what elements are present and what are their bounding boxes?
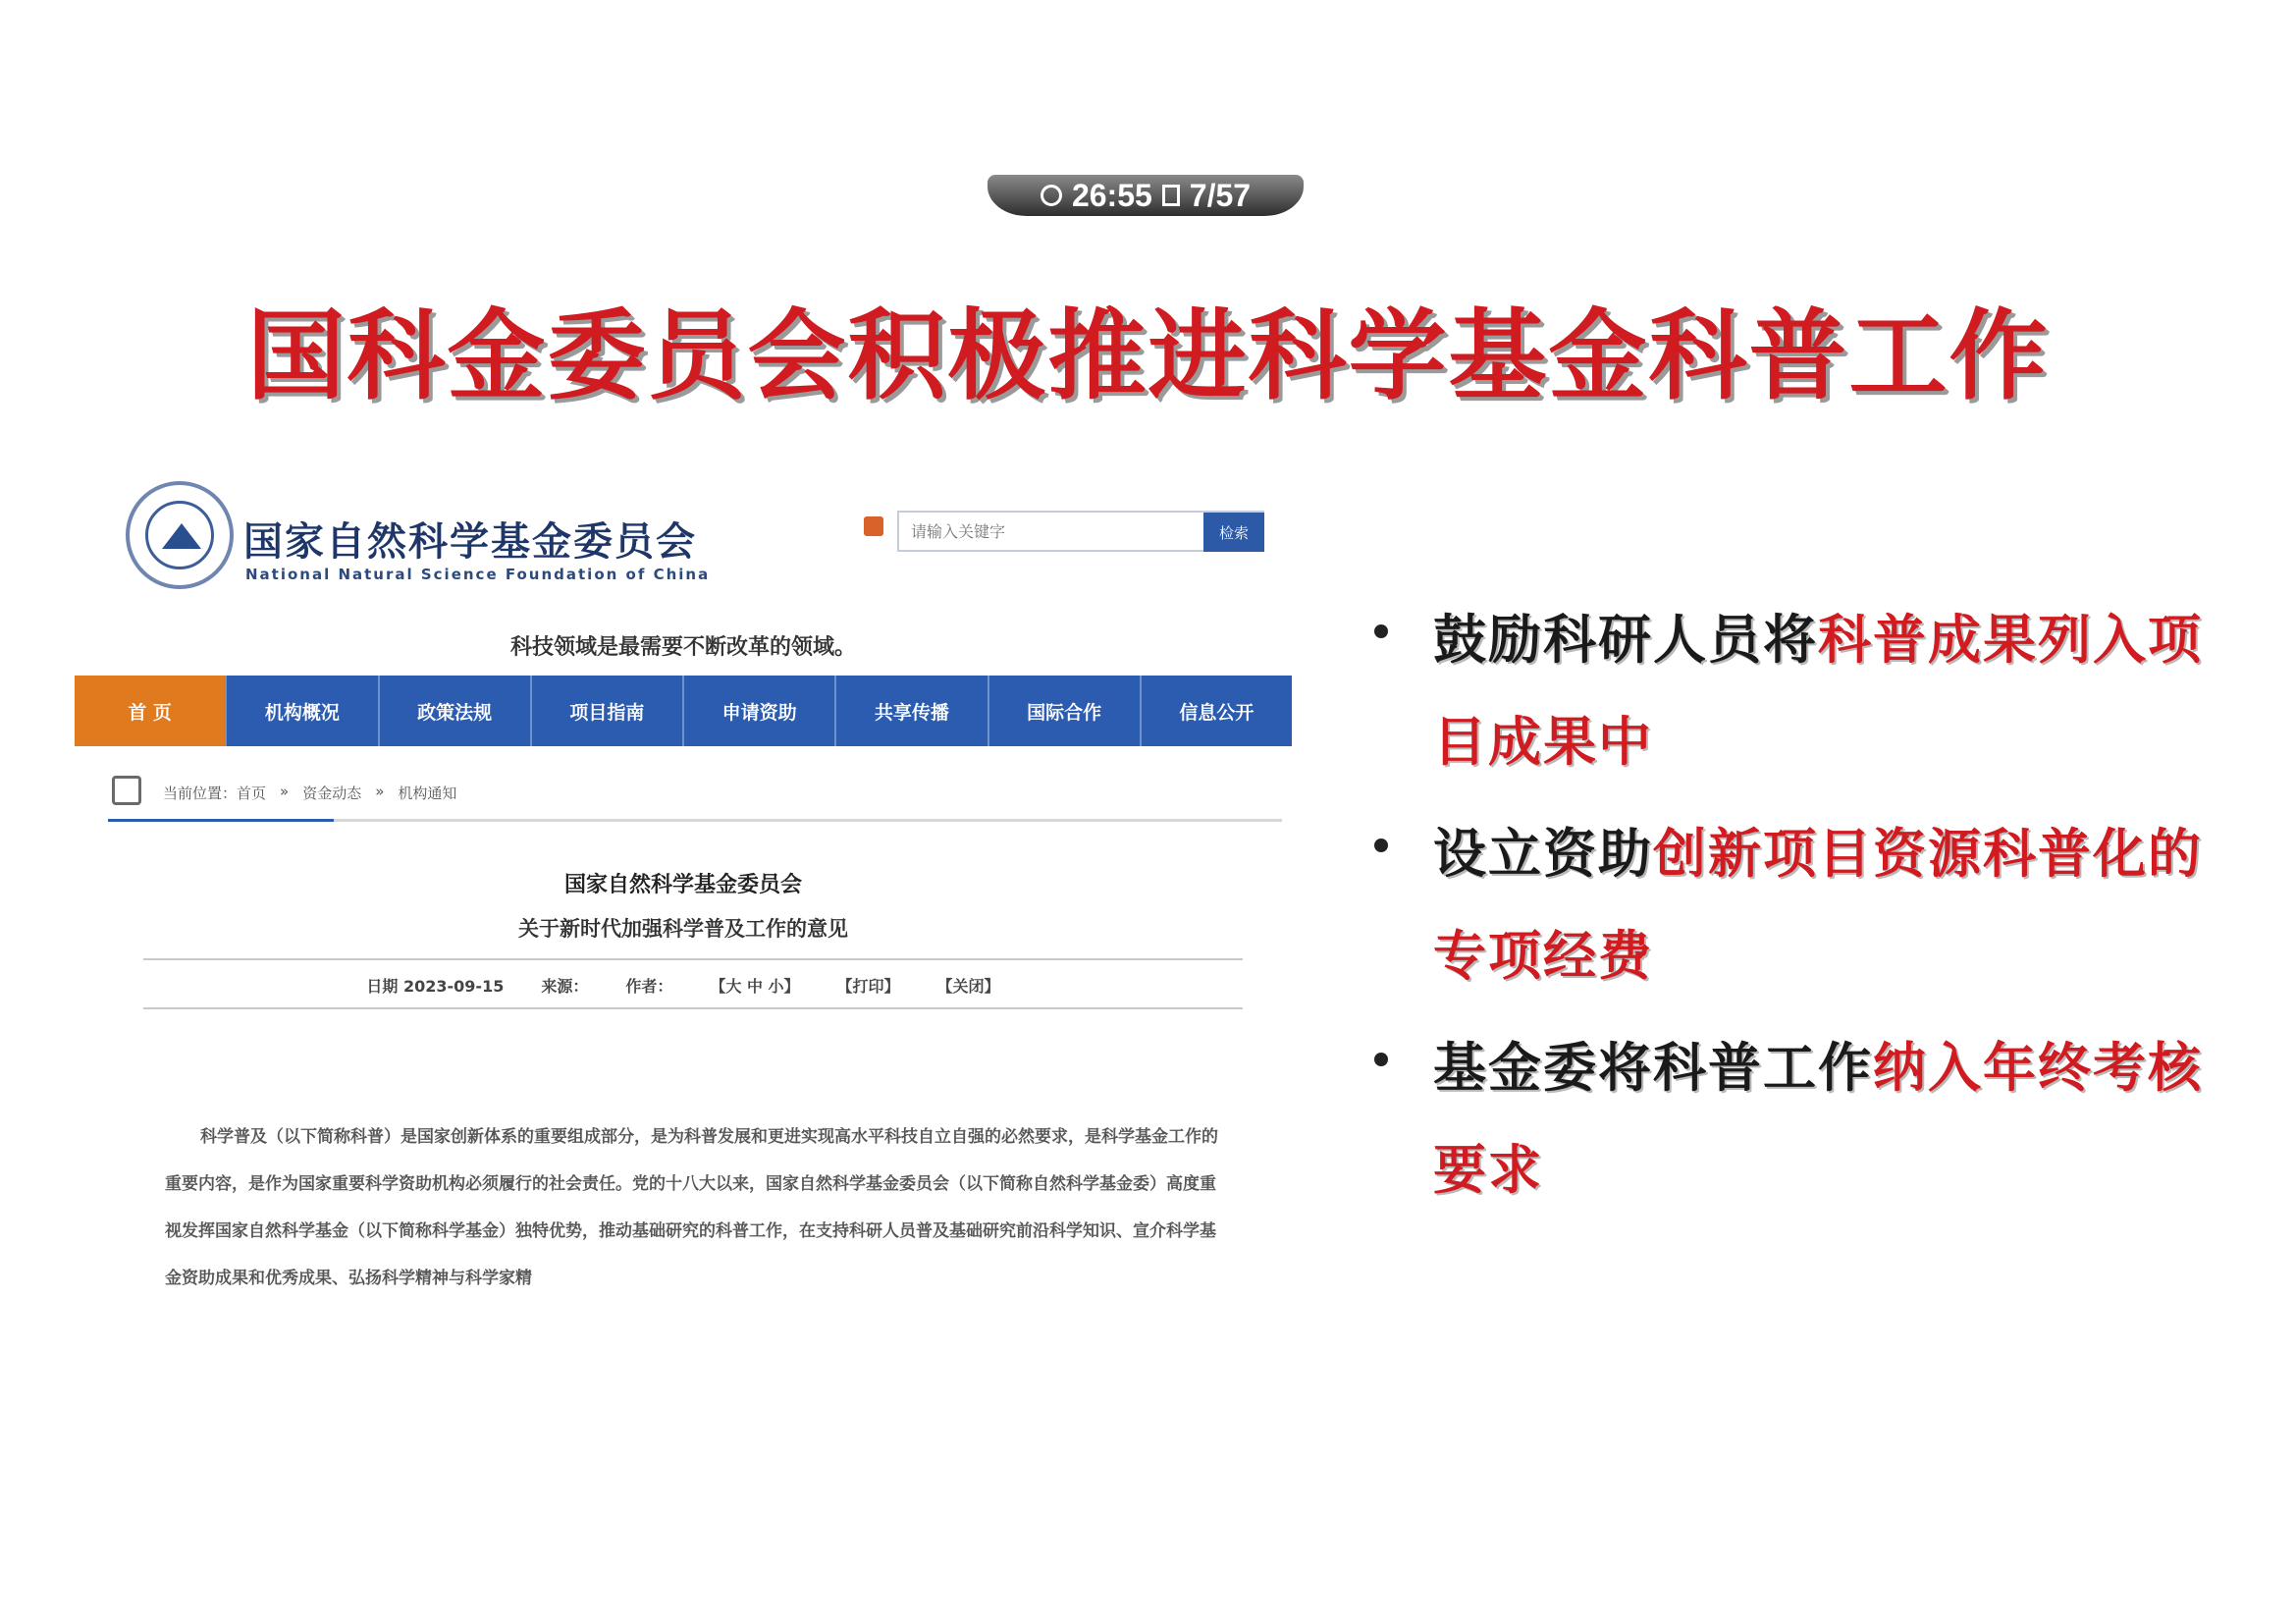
bullet-dot-icon [1374, 839, 1388, 852]
website-screenshot [75, 461, 1292, 1326]
slide-title: 国科金委员会积极推进科学基金科普工作 [246, 298, 2050, 413]
nav-item-home[interactable]: 首 页 [75, 676, 227, 746]
meta-date: 日期 2023-09-15 [366, 977, 505, 996]
nav-item-about[interactable]: 机构概况 [227, 676, 379, 746]
bullet-list [1374, 589, 2218, 1231]
meta-author: 作者： [625, 977, 673, 996]
nav-item-disclosure[interactable]: 信息公开 [1179, 701, 1255, 724]
nav-item-apply[interactable]: 申请资助 [684, 676, 836, 746]
nav-item-guide[interactable]: 项目指南 [532, 676, 684, 746]
slide-timer [988, 175, 1304, 216]
timer-time: 26:55 [1071, 177, 1152, 213]
home-icon[interactable] [112, 776, 141, 805]
clock-icon [1041, 185, 1062, 206]
bullet-text-plain: 设立资助 [1433, 823, 1653, 885]
bullet-text-highlight: 纳入年终考核要求 [1433, 1037, 2203, 1201]
bullet-text-plain: 基金委将科普工作 [1433, 1037, 1873, 1099]
article-divider [143, 1007, 1243, 1009]
search-button[interactable]: 检索 [1203, 513, 1264, 552]
article-meta [75, 974, 1292, 997]
article-body: 科学普及（以下简称科普）是国家创新体系的重要组成部分，是为科普发展和更进实现高水平科技自立自强的必然要求，是科学基金工作的重要内容，是作为国家重要科学资助机构必须履行的社会责任。党的十八大以来，国家自然科学基金委员会（以下简称自然科学基金委）高度重视发挥国家自然科学基金（以下简称科学基金）独特优势，推动基础研究的科普工作，在支持科研人员普及基础研究前沿科学知识、宣介科学基金资助成果和优秀成果、弘扬科学精神与科学家精 [165, 1127, 1218, 1288]
nav-item-international[interactable]: 国际合作 [989, 676, 1142, 746]
page-icon [1162, 185, 1180, 206]
bullet-text-highlight: 科普成果列入项目成果中 [1433, 609, 2203, 773]
bullet-dot-icon [1374, 624, 1388, 638]
breadcrumb-item[interactable]: 资金动态 [302, 785, 362, 802]
bullet-dot-icon [1374, 1053, 1388, 1066]
bullet-item [1374, 803, 2218, 1007]
chevron-right-icon: » [375, 783, 385, 800]
nsfc-logo [126, 481, 234, 589]
bullet-item [1374, 1017, 2218, 1221]
breadcrumb [163, 783, 456, 803]
chevron-right-icon: » [280, 783, 290, 800]
nav-item-policy[interactable]: 政策法规 [380, 676, 532, 746]
meta-source: 来源： [541, 977, 589, 996]
bullet-text-highlight: 创新项目资源科普化的专项经费 [1433, 823, 2203, 987]
org-name-cn: 国家自然科学基金委员会 [243, 519, 697, 565]
font-size-control[interactable]: 【大 中 小】 [710, 977, 800, 996]
page-counter: 7/57 [1189, 177, 1252, 213]
breadcrumb-item[interactable]: 机构通知 [398, 785, 457, 802]
bullet-item [1374, 589, 2218, 793]
search-icon[interactable] [864, 516, 883, 536]
bullet-text-plain: 鼓励科研人员将 [1433, 609, 1818, 671]
org-name-en: National Natural Science Foundation of China [245, 566, 711, 583]
site-slogan: 科技领域是最需要不断改革的领域。 [509, 635, 856, 660]
article-subtitle: 关于新时代加强科学普及工作的意见 [518, 917, 848, 941]
nav-item-share[interactable]: 共享传播 [836, 676, 988, 746]
print-link[interactable]: 【打印】 [836, 977, 900, 996]
close-link[interactable]: 【关闭】 [936, 977, 1000, 996]
article-title: 国家自然科学基金委员会 [563, 873, 802, 897]
article-divider [143, 958, 1243, 960]
breadcrumb-item[interactable]: 当前位置：首页 [163, 785, 267, 802]
main-nav [75, 676, 1292, 746]
breadcrumb-divider [108, 819, 1282, 822]
